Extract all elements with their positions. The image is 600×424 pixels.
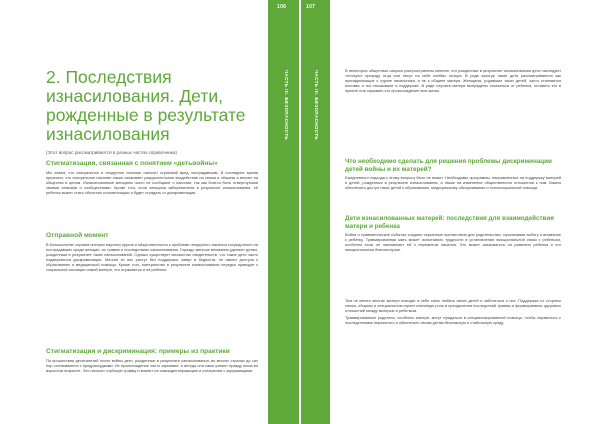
page-gutter (299, 0, 301, 424)
right-page (300, 0, 600, 424)
section-paragraph: Война и травматические события создают серьезные препятствия для родительства, ограничивая заботу и внимание к ребенку. Травмированная мать может испытывать трудности в установлении эмоциональной связи с ребенком, особенно если он напоминает ей о пережитом насилии. Это может сказываться на развитии ребенка и его эмоциональном благополучии. (345, 232, 561, 252)
left-spine-band (268, 0, 300, 424)
section-stigmatization (46, 160, 258, 197)
section-paragraph: Мы знаем, что сексуальное и гендерное насилие наносит огромный вред пострадавшим. В последнее время признано, что сексуальное насилие также оказывает разрушительное воздействие на семьи и общины и влияет на общество в целом. Изнасилованные женщины часто не сообщают о насилии, так как боятся быть отвергнутыми своими семьями и сообществами. Кроме того, если женщина забеременела в результате изнасилования, её ребенок может стать объектом стигматизации и будет страдать от дискриминации. (46, 170, 258, 195)
section-intro-right (345, 68, 561, 95)
page-number-right: 107 (306, 4, 316, 10)
right-spine-band (300, 0, 330, 424)
section-starting-point (46, 232, 258, 274)
section-conclusion (345, 298, 561, 326)
section-paragraph: В большинстве случаев интерес научных кругов и общественности к проблеме гендерного насилия сосредоточен на пострадавших среди женщин, их травме и последствиях изнасилования. Гораздо меньше внимания уделяют детям, рожденным в результате таких изнасилований. Однако существует множество свидетельств, что такие дети часто подвергаются дискриминации. Многие из них растут без поддержки, живут в бедности, не имеют доступа к образованию и медицинской помощи. Кроме того, материнство в результате изнасилования нередко приводит к социальной изоляции самой матери, что отражается и на ребенке. (46, 242, 258, 272)
section-heading: Что необходимо сделать для решения проблемы дискриминации детей войны и их матерей? (345, 158, 552, 173)
section-paragraph: В некоторых обществах широко распространены мнения, что рожденные в результате изнасилования дети наследуют «плохую» природу отца или несут на себе клеймо позора. В ряде культур такие дети рассматриваются как принадлежащие к группе насильника, а не к общине матери. Женщины, родившие таких детей, часто становятся изгоями, и им отказывают в поддержке. В ряде случаев матери вынуждены отказаться от ребенка, оставить его в приюте или скрывать его происхождение всю жизнь. (345, 68, 561, 93)
section-heading: Дети изнасилованных матерей: последствия для взаимодействия матери и ребенка (345, 215, 554, 230)
section-paragraph: Ежедневного подхода к этому вопросу быть не может. Необходимы программы, направленные на поддержку матерей и детей, рожденных в результате изнасилования, а также на изменение общественного отношения к ним. Важно обеспечить доступ таких детей к образованию, медицинскому обслуживанию и психосоциальной помощи. (345, 175, 561, 190)
section-heading: Стигматизация и дискриминация: примеры из практики (46, 348, 230, 355)
right-band-label: ЧАСТЬ III. БЕЗОПАСНОСТЬ (314, 70, 319, 141)
chapter-title: 2. Последствия изнасилования. Дети, рожденные в результате изнасилования (46, 67, 246, 144)
section-what-to-do (345, 158, 561, 192)
section-paragraph: По прошествии десятилетий после войны дети, рожденные в результате изнасилования, во многих странах до сих пор сталкиваются с предрассудками. Их происхождение часто скрывают, а иногда они сами узнают правду лишь во взрослом возрасте. Это наносит глубокую травму и влияет на самоидентификацию и отношения с окружающими. (46, 358, 258, 373)
section-paragraph: Травмированные родители, особенно матери, могут нуждаться в специализированной помощи, чтобы справиться с последствиями пережитого и обеспечить своим детям безопасную и стабильную среду. (345, 314, 561, 325)
section-heading: Отправной момент (46, 232, 109, 239)
section-examples (46, 348, 258, 375)
chapter-note: (Этот вопрос рассматривается в разных частях справочника) (46, 150, 177, 155)
section-mother-child (345, 215, 561, 254)
section-heading: Стигматизация, связанная с понятием «детьвойны» (46, 160, 218, 167)
page-number-left: 106 (277, 4, 287, 10)
left-band-label: ЧАСТЬ III. БЕЗОПАСНОСТЬ (284, 70, 289, 141)
section-paragraph: Тем не менее многие матери находят в себе силы любить своих детей и заботиться о них. Поддержка со стороны семьи, общины и специалистов играет ключевую роль в преодолении последствий травмы и формировании здоровых отношений между матерью и ребенком. (345, 298, 561, 313)
